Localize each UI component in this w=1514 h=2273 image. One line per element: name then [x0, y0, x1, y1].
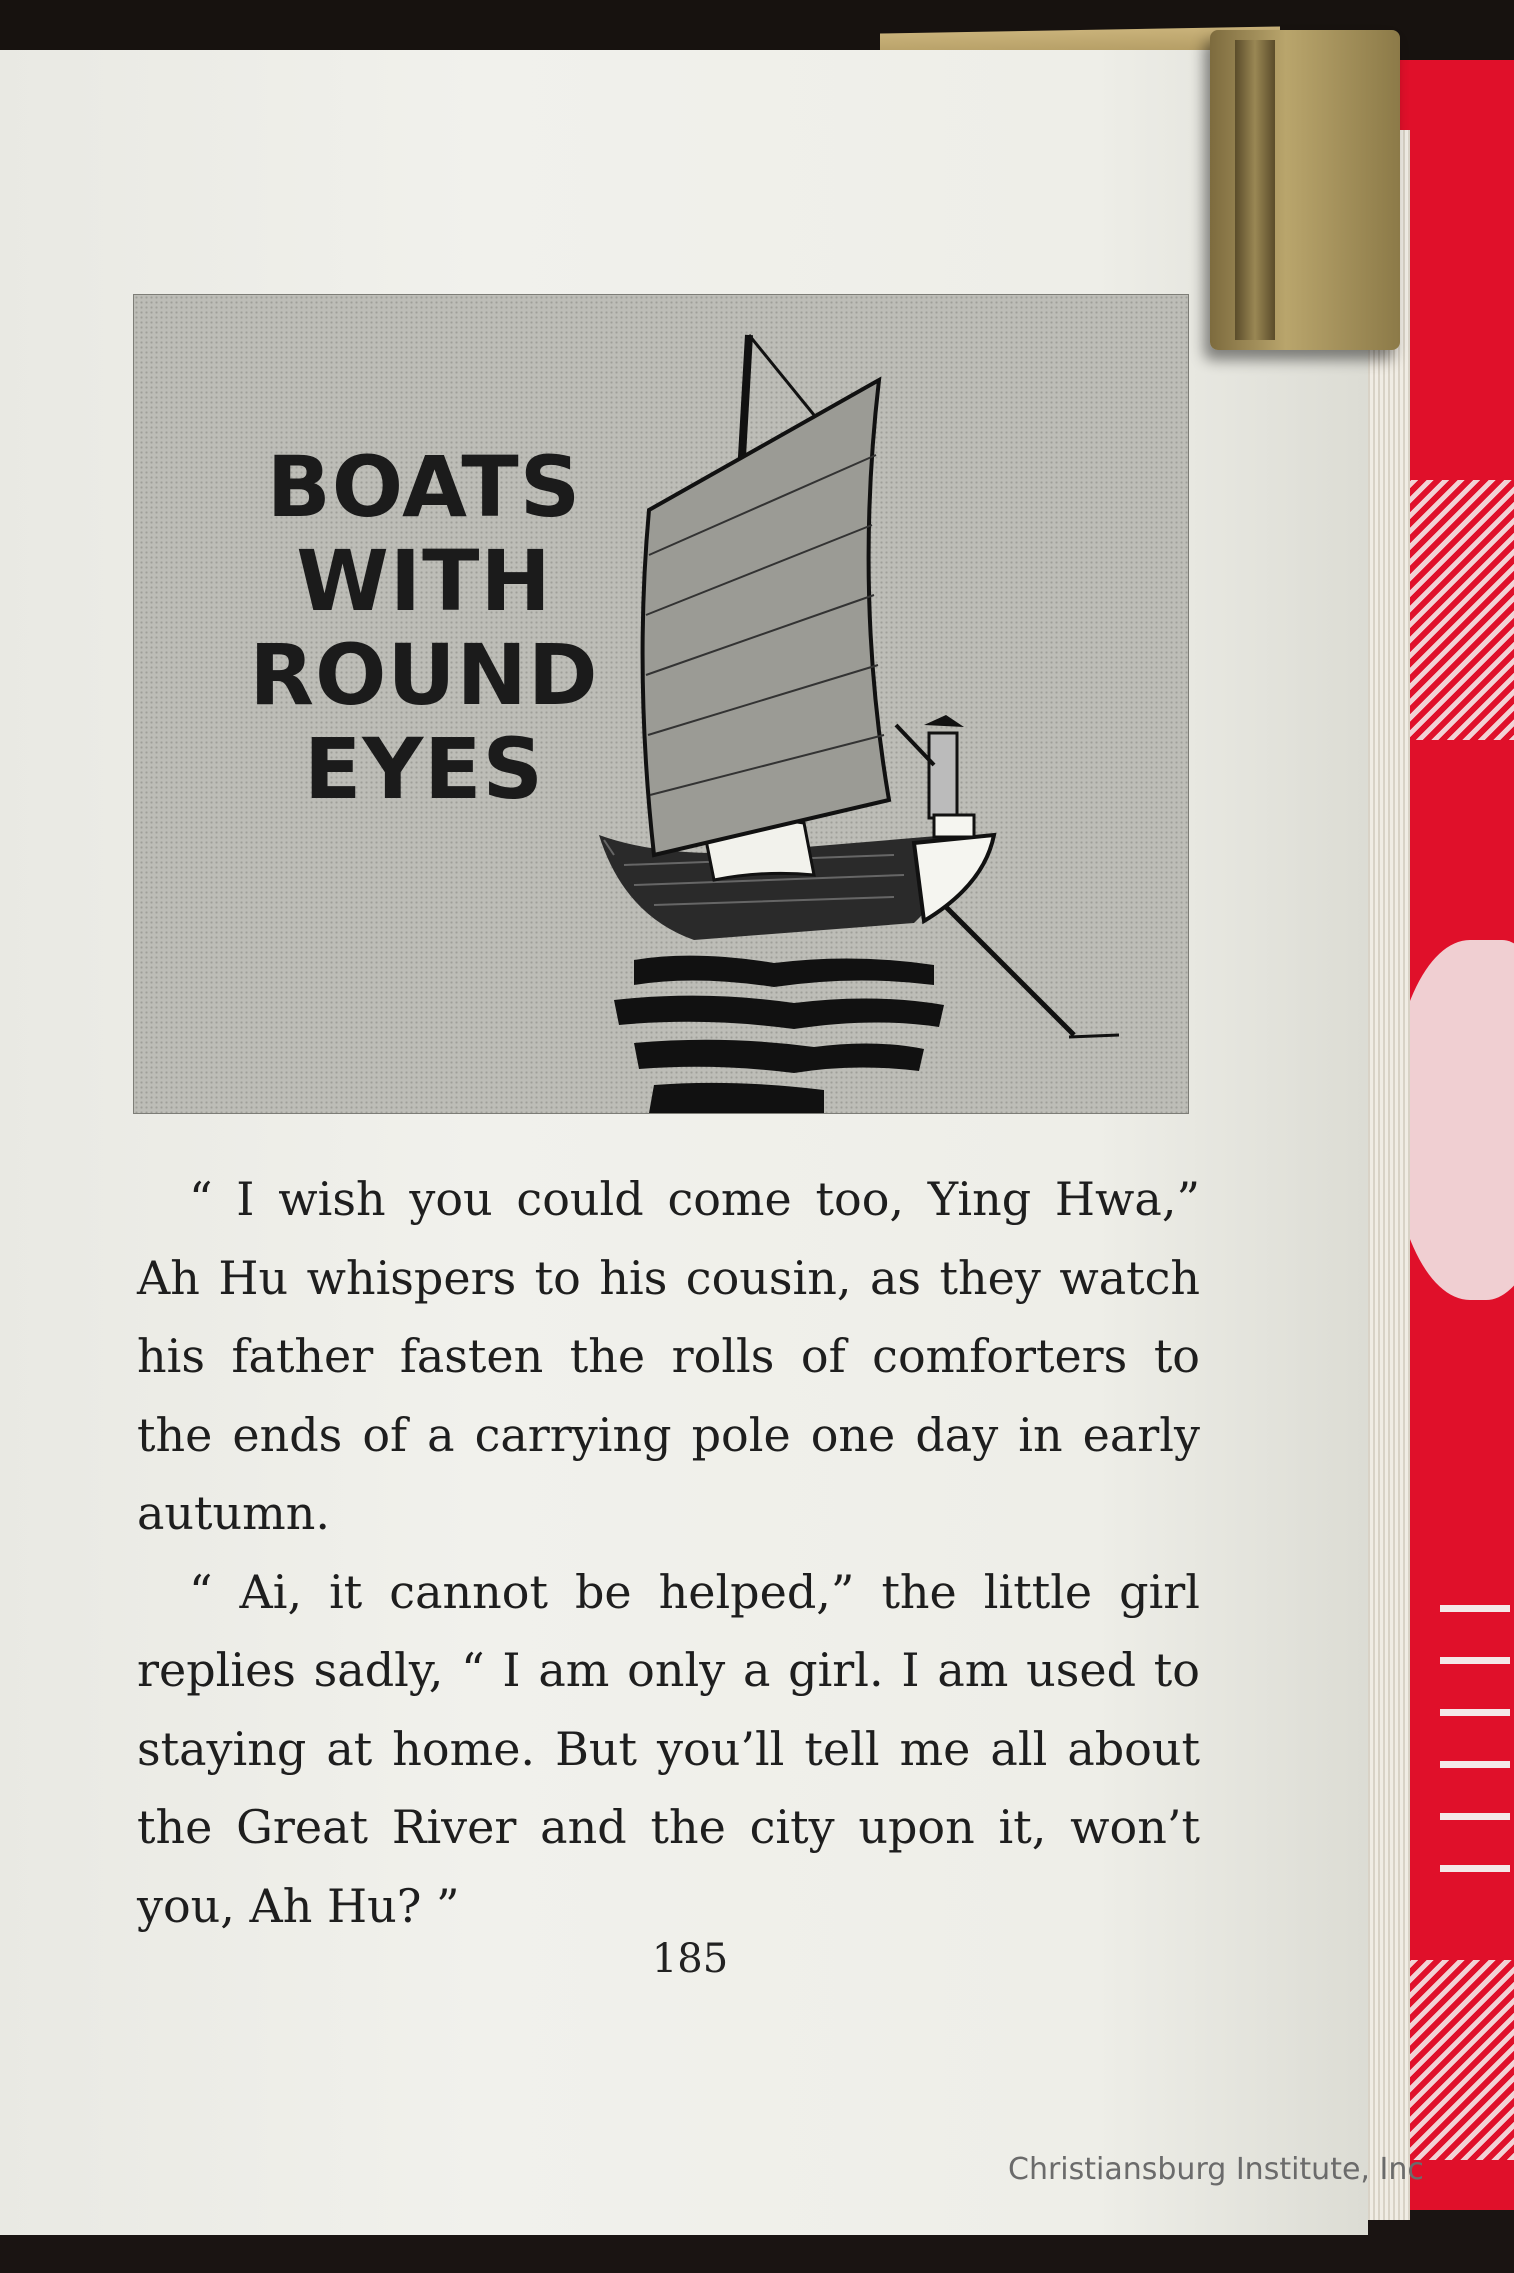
chapter-title-line-4: EYES: [303, 720, 545, 818]
watermark: Christiansburg Institute, Inc: [1008, 2152, 1424, 2187]
paragraph: “ Ai, it cannot be helped,” the little girl replies sadly, “ I am only a girl. I am used to staying at home. But you’ll tell me all about the Great River and the city upon it, won’t you, Ah Hu? ”: [137, 1564, 1200, 1933]
chapter-illustration: [133, 294, 1189, 1114]
book-page: [0, 50, 1368, 2235]
chapter-title-line-1: BOATS: [266, 438, 582, 536]
book-clip: [1210, 30, 1400, 350]
cover-junk-rigging: [1440, 1560, 1510, 1890]
chapter-title-line-2: WITH: [296, 532, 552, 630]
chapter-title-line-3: ROUND: [249, 626, 599, 724]
page-number: 185: [651, 1936, 729, 1982]
chapter-title: [234, 440, 614, 816]
paragraph: “ I wish you could come too, Ying Hwa,” Ah Hu whispers to his cousin, as they watch his father fasten the rolls of comforters to the ends of a carrying pole one day in early autumn.: [137, 1172, 1200, 1540]
body-text: [137, 1160, 1200, 1945]
